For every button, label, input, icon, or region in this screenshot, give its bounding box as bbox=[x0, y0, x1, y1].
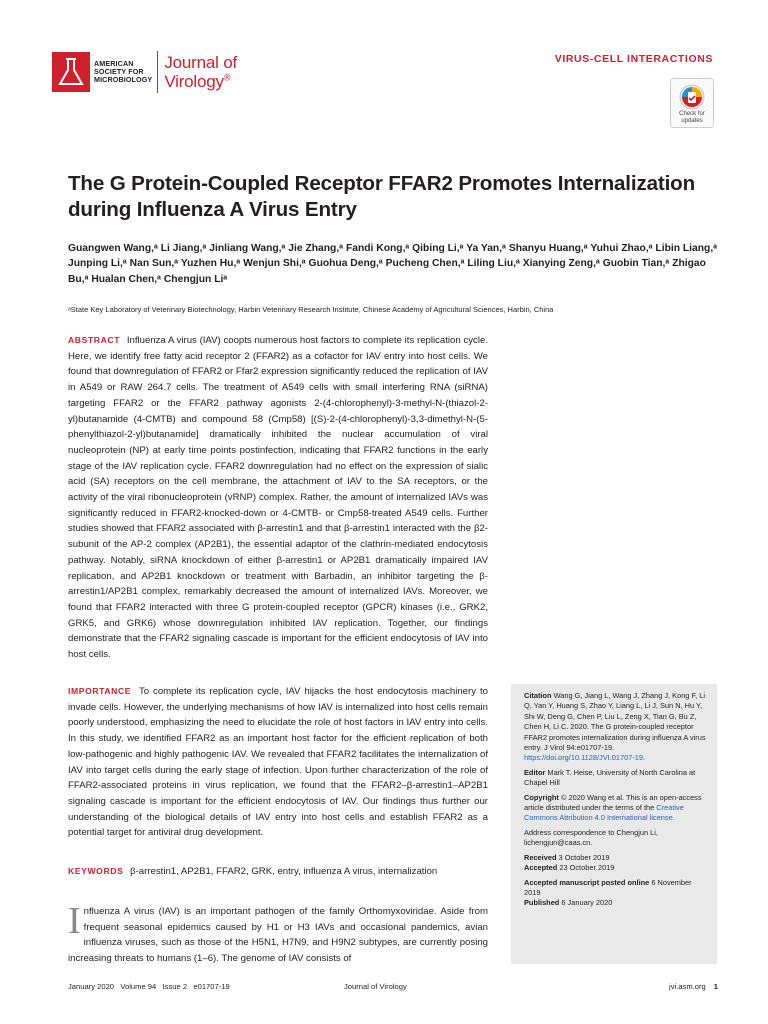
article-info-sidebar bbox=[511, 684, 717, 964]
received-date: Received 3 October 2019 bbox=[524, 852, 610, 862]
editor-text: Mark T. Heise, University of North Carolina at Chapel Hill bbox=[524, 767, 696, 788]
keywords-text: β-arrestin1, AP2B1, FFAR2, GRK, entry, influenza A virus, internalization bbox=[130, 866, 438, 877]
correspondence-block: Address correspondence to Chengjun Li, lichengjun@caas.cn. bbox=[524, 827, 658, 848]
check-for-updates-button[interactable] bbox=[670, 78, 714, 128]
citation-text: Wang G, Jiang L, Wang J, Zhang J, Kong F, Li Q, Yan Y, Huang S, Zhao Y, Liang L, Li J, Sun N, Hu Y, Shi W, Deng G, Chen P, Liu L, Zeng X, Tian G, Bu Z, Chen H, Li C. 2020. The G protein-coupled receptor FFAR2 promotes internalization during influenza A virus entry. J Virol 94:e01707-19. bbox=[524, 691, 706, 753]
accepted-manuscript-date: Accepted manuscript posted online 6 November 2019 bbox=[524, 877, 692, 897]
article-section-label: VIRUS-CELL INTERACTIONS bbox=[554, 53, 713, 65]
license-link[interactable]: Creative Commons Attribution 4.0 International license. bbox=[524, 803, 684, 823]
editor-label: Editor bbox=[524, 767, 546, 777]
footer-journal: Journal of Virology bbox=[344, 982, 407, 991]
check-for-updates-label: Check for updates bbox=[679, 111, 705, 124]
importance-label: IMPORTANCE bbox=[68, 686, 132, 696]
asm-journal-logo[interactable] bbox=[52, 50, 237, 94]
citation-block: Citation Wang G, Jiang L, Wang J, Zhang J, Kong F, Li Q, Yan Y, Huang S, Zhao Y, Liang L, Li J, Sun N, Hu Y, Shi W, Deng G, Chen P, Liu L, Zeng X, Tian G, Bu Z, Chen H, Li C. 2020. The G protein-coupled receptor FFAR2 promotes internalization during influenza A virus entry. J Virol 94:e01707-19. https://doi.org/10.1128/JVI.01707-19. bbox=[524, 691, 706, 763]
abstract bbox=[68, 333, 488, 663]
importance-text: To complete its replication cycle, IAV hijacks the host endocytosis machinery to invade cells. However, the underlying mechanisms of how IAV is internalized into host cells remain poorly understood, emphasizing the need to elucidate the role of host factors in IAV entry into cells. In this study, we identified FFAR2 as an important host factor for the efficient replication of both low-pathogenic and highly pathogenic IAV. We revealed that FFAR2 facilitates the internalization of IAV into target cells during the early stage of infection. Upon further characterization of the role of FFAR2-associated proteins in virus replication, we found that the FFAR2–β-arrestin1–AP2B1 signaling cascade is important for the efficient endocytosis of IAV. Our findings thus further our understanding of the biological details of IAV entry into host cells and establish FFAR2 as a potential target for antiviral drug development. bbox=[68, 686, 488, 839]
page-number: 1 bbox=[713, 982, 718, 991]
article-title: The G Protein-Coupled Receptor FFAR2 Promotes Internalization during Influenza A Virus Entry bbox=[68, 172, 696, 221]
importance bbox=[68, 684, 488, 841]
footer-site-page bbox=[669, 982, 718, 991]
keywords bbox=[68, 864, 488, 880]
society-name: AMERICAN SOCIETY FOR MICROBIOLOGY bbox=[94, 58, 153, 85]
affiliation: ᵃState Key Laboratory of Veterinary Biotechnology, Harbin Veterinary Research Institute, Chinese Academy of Agricultural Sciences, Harbin, China bbox=[68, 305, 554, 314]
copyright-label: Copyright bbox=[524, 792, 559, 802]
footer-site-link[interactable]: jvi.asm.org bbox=[669, 982, 706, 991]
drop-cap: I bbox=[68, 900, 81, 942]
keywords-label: KEYWORDS bbox=[68, 866, 124, 876]
copyright-block bbox=[524, 793, 709, 824]
editor-block bbox=[524, 768, 709, 789]
asm-flask-icon bbox=[52, 52, 90, 92]
article-dates bbox=[524, 853, 709, 909]
crossmark-icon bbox=[679, 84, 705, 110]
introduction-text: nfluenza A virus (IAV) is an important pathogen of the family Orthomyxoviridae. Aside from frequent seasonal epidemics caused by H1 or H3 IAVs and occasional pandemics, avian influenza viruses, such as those of the H5N1, H7N9, and H9N2 subtypes, are currently posing increasing threats to humans (1–6). The genome of IAV consists of bbox=[68, 906, 488, 965]
abstract-text: Influenza A virus (IAV) coopts numerous host factors to complete its replication cycle. Here, we identify free fatty acid receptor 2 (FFAR2) as a cofactor for IAV entry into host cells. We found that downregulation of FFAR2 or Ffar2 expression significantly reduced the replication of IAV in A549 or RAW 264.7 cells. The treatment of A549 cells with small interfering RNA (siRNA) targeting FFAR2 or the FFAR2 pathway agonists 2-(4-chlorophenyl)-3-methyl-N-(thiazol-2-yl)butanamide (4-CMTB) and compound 58 (Cmp58) [(S)-2-(4-chlorophenyl)-3,3-dimethyl-N-(5-phenylthiazol-2-yl)butanamide] dramatically inhibited the nuclear accumulation of viral nucleoprotein (NP) at early time points postinfection, indicating that FFAR2 functions in the early stage of the IAV replication cycle. FFAR2 downregulation had no effect on the expression of sialic acid (SA) receptors on the cell membrane, the attachment of IAV to the SA receptors, or the activity of the viral ribonucleoprotein (vRNP) complex. Rather, the amount of internalized IAVs was significantly reduced in FFAR2-knocked-down or 4-CMTB- or Cmp58-treated A549 cells. Further studies showed that FFAR2 associated with β-arrestin1 and that β-arrestin1 interacted with the β2-subunit of the AP-2 complex (AP2B1), the essential adaptor of the clathrin-mediated endocytosis pathway. Notably, siRNA knockdown of either β-arrestin1 or AP2B1 dramatically impaired IAV replication, and AP2B1 knockdown or treatment with Barbadin, an inhibitor targeting the β-arrestin1/AP2B1 complex, remarkably decreased the amount of internalized IAVs. Moreover, we found that FFAR2 interacted with three G protein-coupled receptor (GPCR) kinases (i.e., GRK2, GRK5, and GRK6) whose downregulation inhibited IAV replication. Together, our findings demonstrate that the FFAR2 signaling cascade is important for the efficient endocytosis of IAV into host cells. bbox=[68, 335, 488, 661]
abstract-label: ABSTRACT bbox=[68, 335, 121, 345]
introduction-paragraph bbox=[68, 900, 488, 967]
accepted-date: Accepted 23 October 2019 bbox=[524, 863, 615, 873]
citation-doi-link[interactable]: https://doi.org/10.1128/JVI.01707-19 bbox=[524, 753, 644, 763]
logo-divider bbox=[157, 51, 158, 93]
footer-issue: January 2020 Volume 94 Issue 2 e01707-19 bbox=[68, 982, 230, 991]
author-list: Guangwen Wang,ᵃ Li Jiang,ᵃ Jinliang Wang,ᵃ Jie Zhang,ᵃ Fandi Kong,ᵃ Qibing Li,ᵃ Ya Yan,ᵃ Shanyu Huang,ᵃ Yuhui Zhao,ᵃ Libin Liang,ᵃ Junping Li,ᵃ Nan Sun,ᵃ Yuzhen Hu,ᵃ Wenjun Shi,ᵃ Guohua Deng,ᵃ Pucheng Chen,ᵃ Liling Liu,ᵃ Xianying Zeng,ᵃ Guobin Tian,ᵃ Zhigao Bu,ᵃ Hualan Chen,ᵃ Chengjun Liᵃ bbox=[68, 243, 718, 285]
copyright-text: © 2020 Wang et al. This is an open-access article distributed under the terms of the bbox=[524, 792, 702, 813]
published-date: Published 6 January 2020 bbox=[524, 898, 613, 908]
citation-label: Citation bbox=[524, 691, 552, 700]
journal-name: Journal of Virology® bbox=[164, 53, 237, 91]
